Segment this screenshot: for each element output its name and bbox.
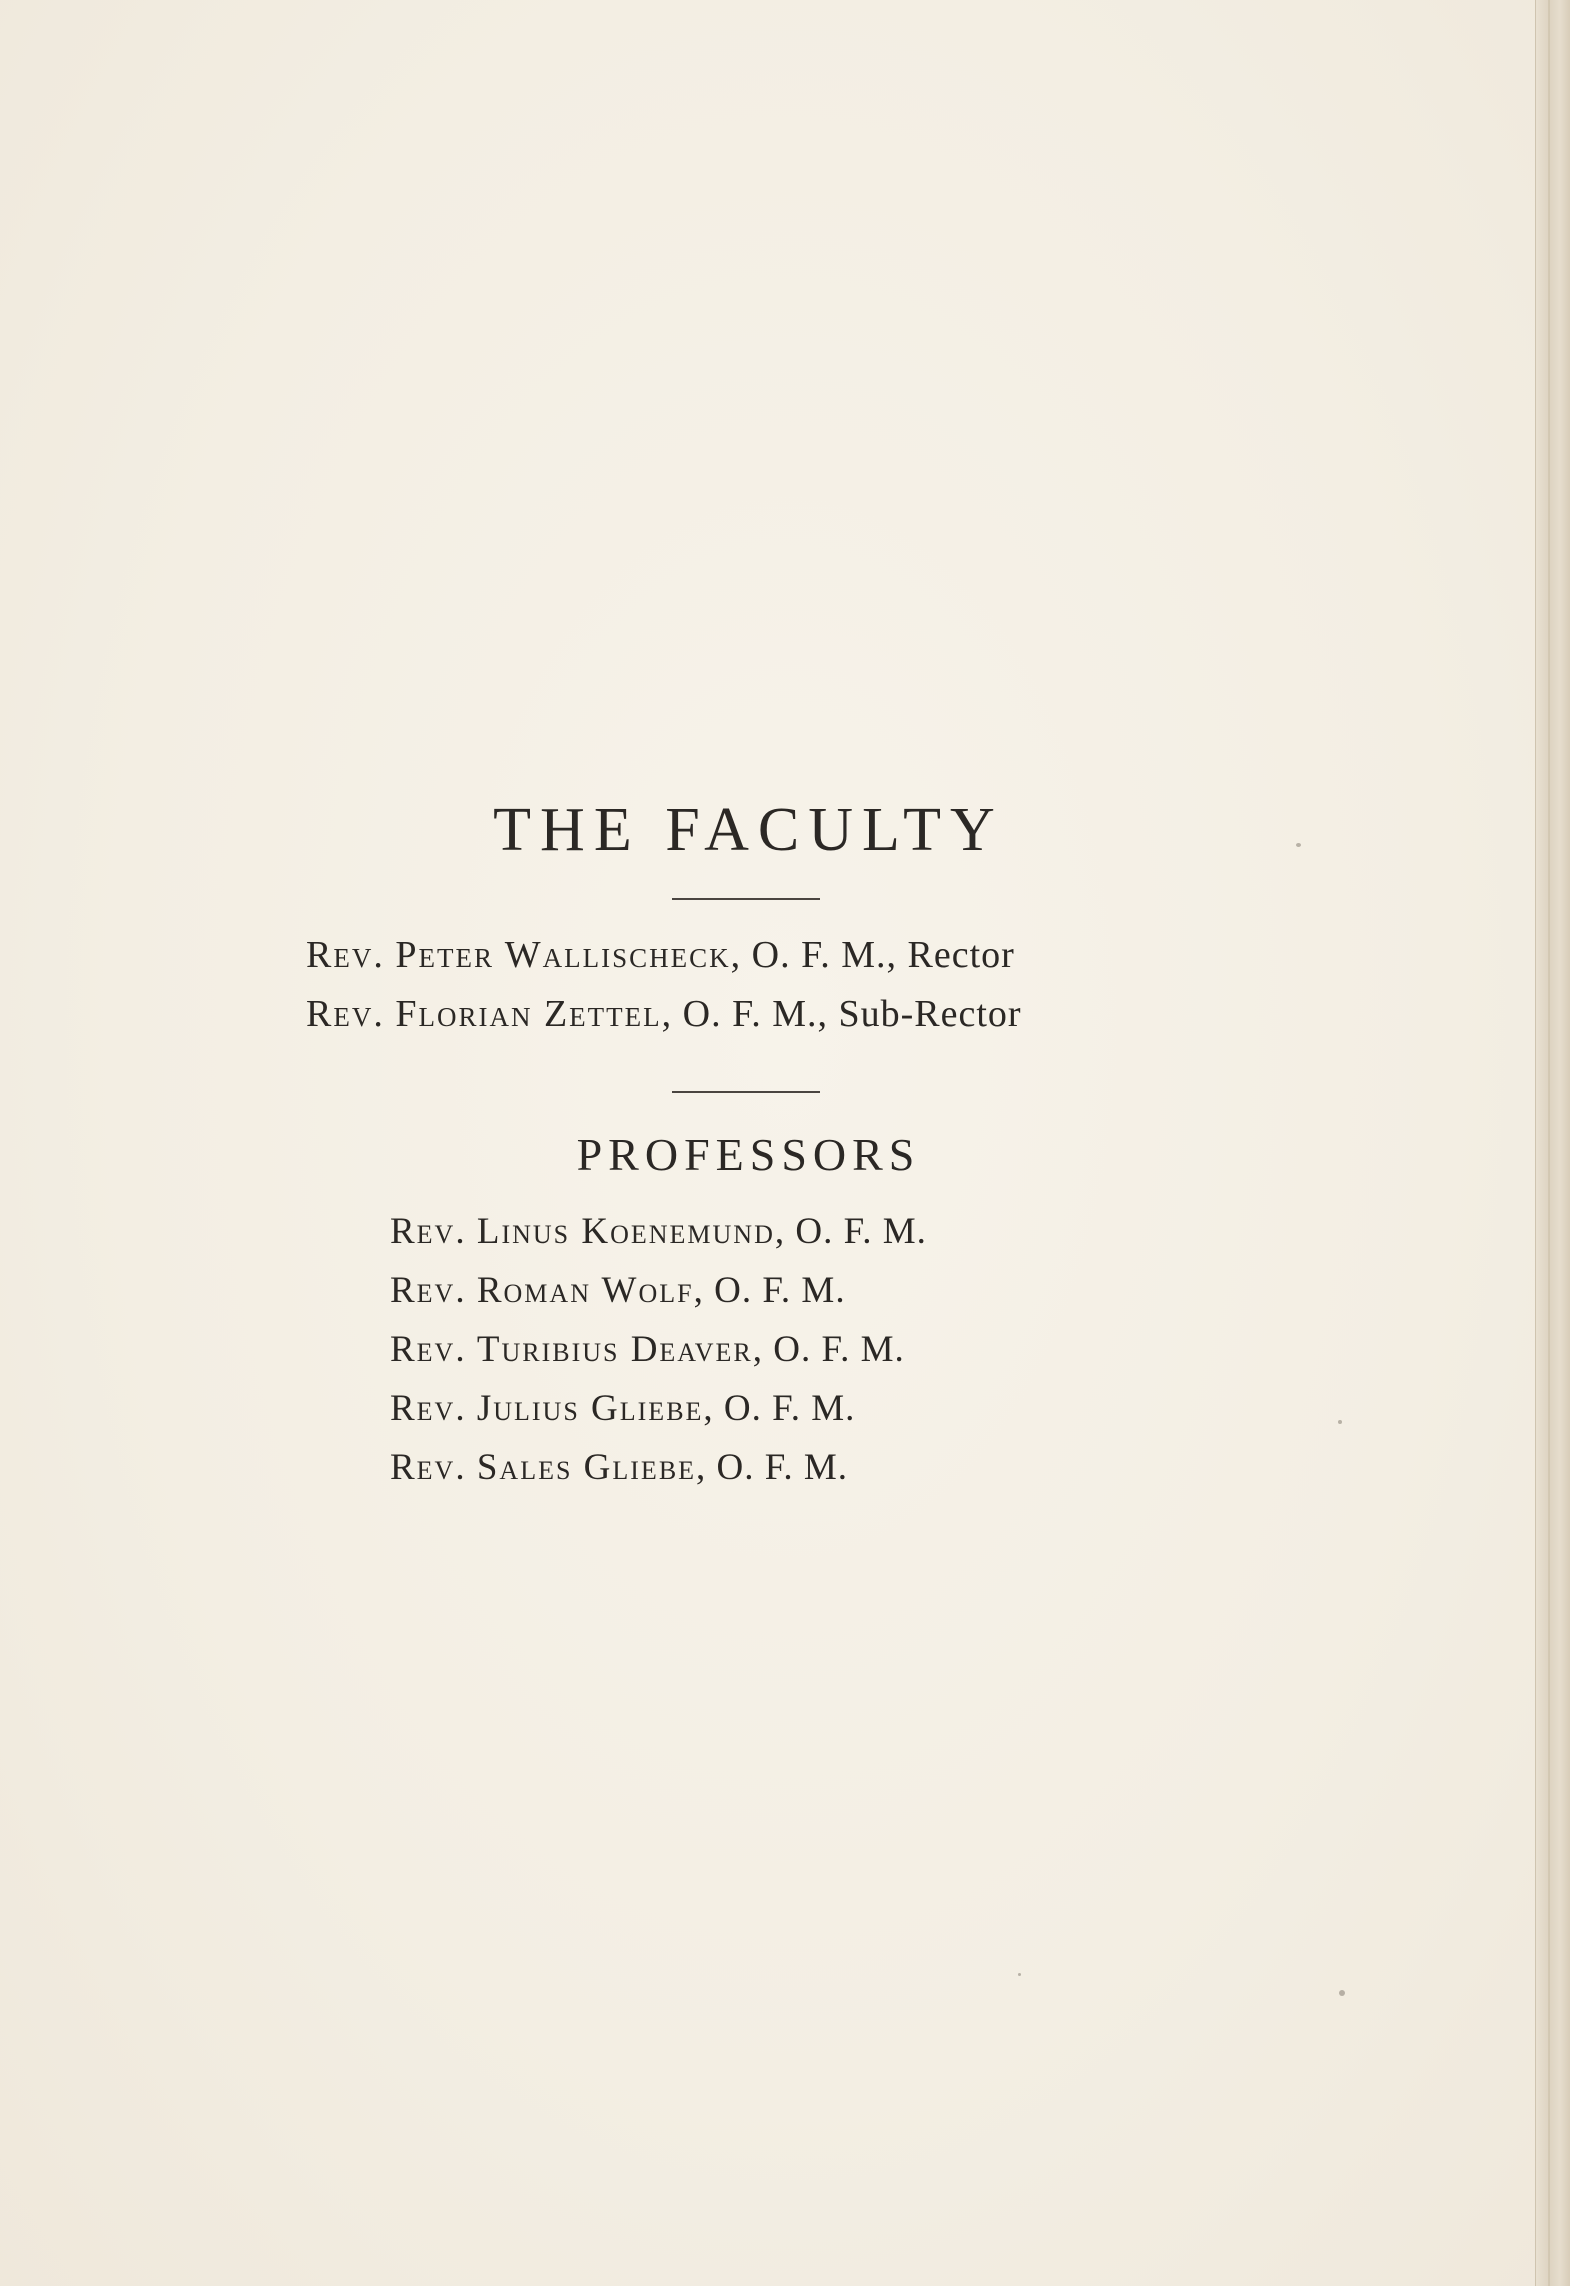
officer-line-sub-rector: Rev. Florian Zettel, O. F. M., Sub-Rector xyxy=(306,993,1022,1035)
professor-line: Rev. Roman Wolf, O. F. M. xyxy=(390,1270,846,1311)
paper-speck xyxy=(1339,1990,1345,1996)
professor-order: O. F. M. xyxy=(723,1388,856,1429)
divider-rule xyxy=(672,898,820,900)
professor-order: O. F. M. xyxy=(795,1211,927,1252)
officer-order: O. F. M., xyxy=(751,934,897,976)
officer-title: Rev. xyxy=(306,934,385,976)
professor-title: Rev. xyxy=(390,1211,467,1252)
officer-order: O. F. M., xyxy=(682,993,828,1035)
page-edge-line xyxy=(1548,0,1550,2286)
professor-line: Rev. Linus Koenemund, O. F. M. xyxy=(390,1211,927,1252)
officer-role: Sub-Rector xyxy=(838,993,1022,1035)
professor-title: Rev. xyxy=(390,1447,467,1488)
officer-name: Florian Zettel xyxy=(395,993,662,1035)
officer-line-rector: Rev. Peter Wallischeck, O. F. M., Rector xyxy=(306,934,1015,976)
paper-speck xyxy=(1018,1973,1021,1976)
professor-title: Rev. xyxy=(390,1388,467,1429)
officer-name: Peter Wallischeck xyxy=(395,934,731,976)
section-heading-professors: PROFESSORS xyxy=(576,1129,921,1180)
officer-role: Rector xyxy=(907,934,1015,976)
professor-order: O. F. M. xyxy=(773,1329,905,1370)
professor-name: Sales Gliebe xyxy=(476,1447,697,1488)
paper-speck xyxy=(1338,1420,1342,1424)
professor-name: Roman Wolf xyxy=(476,1270,694,1311)
professor-name: Linus Koenemund xyxy=(476,1211,775,1252)
officer-title: Rev. xyxy=(306,993,385,1035)
professor-name: Turibius Deaver xyxy=(476,1329,753,1370)
professor-name: Julius Gliebe xyxy=(476,1388,704,1429)
professor-line: Rev. Turibius Deaver, O. F. M. xyxy=(390,1329,905,1370)
page-edge xyxy=(1535,0,1570,2286)
professor-title: Rev. xyxy=(390,1329,467,1370)
professor-line: Rev. Julius Gliebe, O. F. M. xyxy=(390,1388,856,1429)
professor-order: O. F. M. xyxy=(714,1270,846,1311)
professor-title: Rev. xyxy=(390,1270,467,1311)
divider-rule xyxy=(672,1091,820,1093)
professor-line: Rev. Sales Gliebe, O. F. M. xyxy=(390,1447,849,1488)
page-title: THE FACULTY xyxy=(493,796,1004,864)
professor-order: O. F. M. xyxy=(716,1447,849,1488)
